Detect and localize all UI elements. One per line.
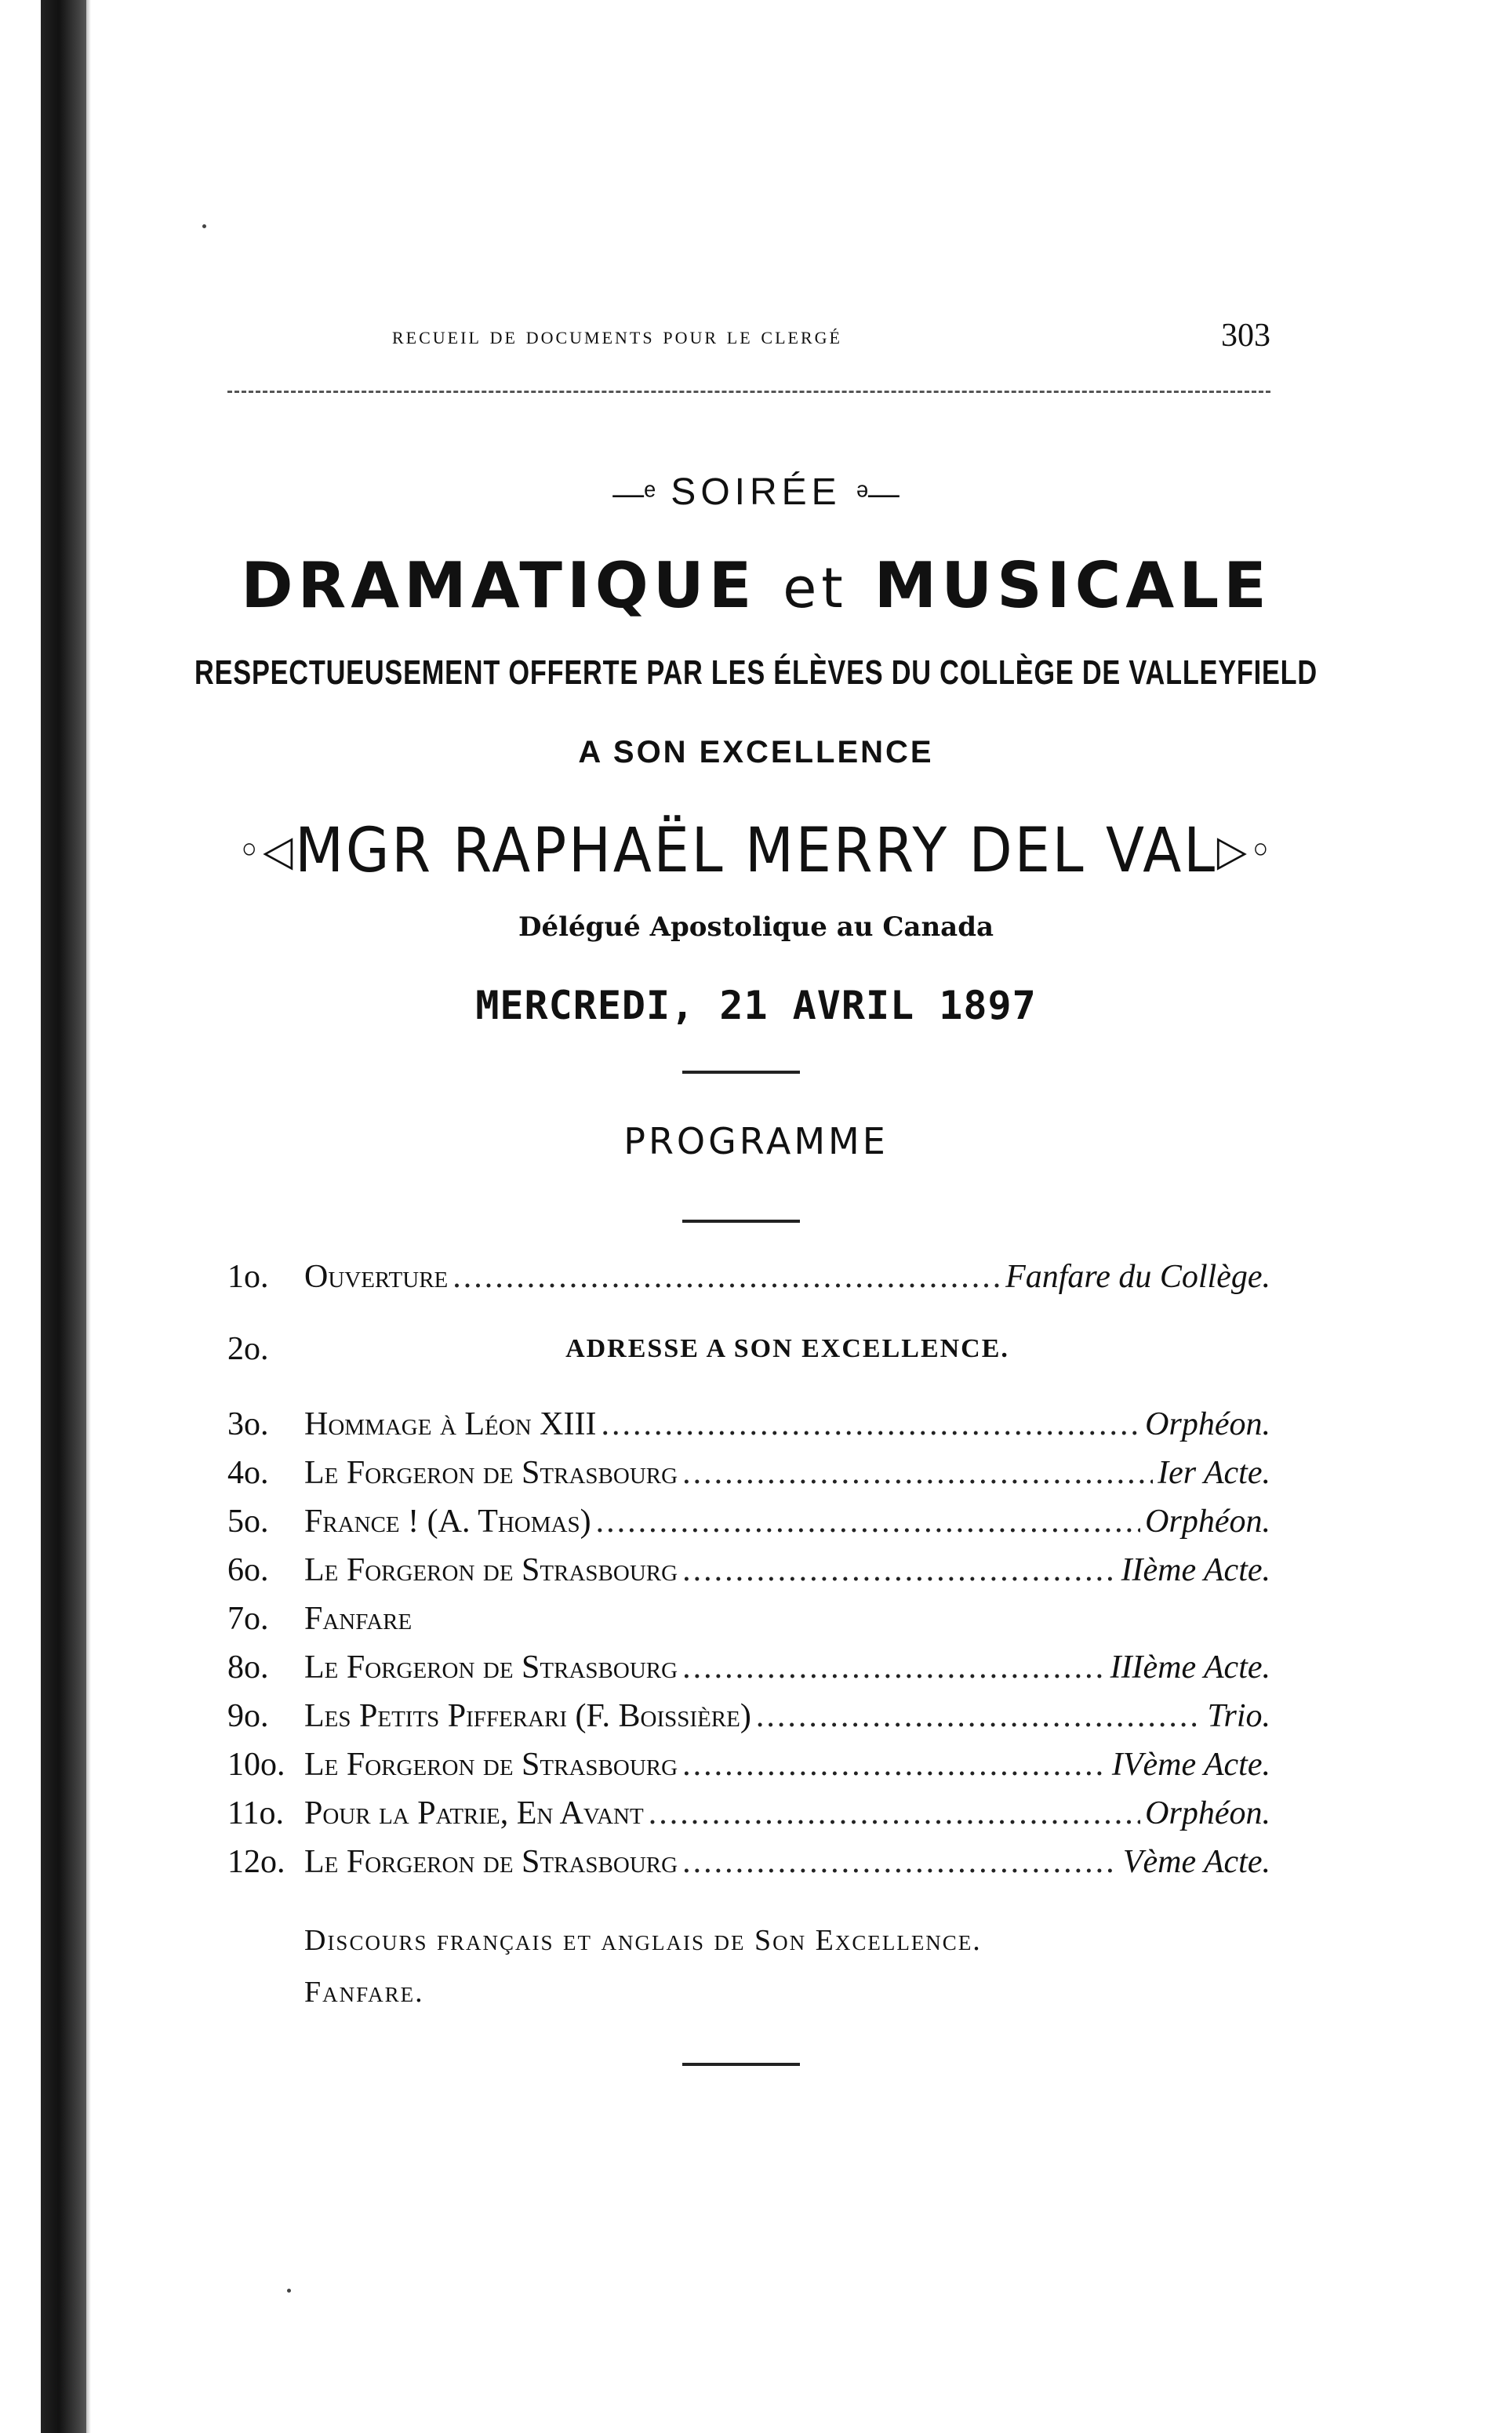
programme-item [227,1840,1270,1884]
leader-dots [596,1500,1141,1544]
item-performer: Orphéon. [1145,1504,1270,1540]
item-title: ADRESSE A SON EXCELLENCE. [565,1334,1009,1363]
offered-by-line: RESPECTUEUSEMENT OFFERTE PAR LES ÉLÈVES DU COLLÈGE DE VALLEYFIELD [194,653,1318,692]
ornament-left-icon: ◦◁ [238,826,296,875]
programme-item [227,1451,1270,1495]
soiree-heading [0,471,1512,514]
item-title: Pour la Patrie, En Avant [304,1795,644,1831]
item-performer: Orphéon. [1145,1406,1270,1442]
leader-dots [756,1694,1203,1738]
event-date: MERCREDI, 21 AVRIL 1897 [475,983,1037,1028]
item-title: France ! (A. Thomas) [304,1504,591,1540]
item-number: 8o. [227,1649,269,1686]
item-performer: IIème Acte. [1121,1552,1270,1588]
item-title: Le Forgeron de Strasbourg [304,1455,678,1491]
divider-rule [682,1220,800,1223]
item-title: Le Forgeron de Strasbourg [304,1844,678,1880]
divider-rule [682,1071,800,1074]
flourish-left-icon: —ᵉ [612,477,656,511]
item-performer: Orphéon. [1145,1795,1270,1831]
leader-dots [601,1402,1140,1446]
item-title: Ouverture [304,1259,449,1295]
end-rule [682,2063,800,2066]
leader-dots [682,1451,1153,1495]
programme-item [227,1646,1270,1689]
item-performer: Vème Acte. [1122,1844,1270,1880]
item-performer: Trio. [1207,1698,1270,1734]
honoree-line [60,816,1452,886]
item-title: Le Forgeron de Strasbourg [304,1552,678,1588]
main-title [0,549,1512,622]
running-title: recueil de documents pour le clergé [392,322,842,349]
item-number: 7o. [227,1601,269,1637]
programme-item [227,1791,1270,1835]
header-rule [227,391,1270,393]
running-header [227,318,1270,361]
programme-item [227,1500,1270,1544]
programme-item [227,1255,1270,1299]
programme-item [227,1694,1270,1738]
print-speck [287,2289,291,2293]
item-number: 3o. [227,1406,269,1442]
programme-heading: PROGRAMME [623,1120,889,1162]
item-number: 6o. [227,1552,269,1588]
programme-item [227,1327,1270,1371]
print-speck [202,224,206,228]
item-number: 9o. [227,1698,269,1734]
item-performer: Fanfare du Collège. [1005,1259,1270,1295]
programme-item [227,1402,1270,1446]
item-title: Fanfare [304,1601,413,1637]
title-dramatique: DRAMATIQUE [241,549,757,622]
item-title: Le Forgeron de Strasbourg [304,1747,678,1783]
item-number: 12o. [227,1844,285,1880]
to-excellence-line: A SON EXCELLENCE [578,735,934,769]
item-number: 2o. [227,1331,269,1367]
item-title: Les Petits Pifferari (F. Boissière) [304,1698,751,1734]
closing-speech: Discours français et anglais de Son Excellence. [304,1924,982,1957]
item-title: Hommage à Léon XIII [304,1406,597,1442]
item-number: 1o. [227,1259,269,1295]
leader-dots [682,1646,1106,1689]
programme-item [227,1548,1270,1592]
item-number: 10o. [227,1747,285,1783]
leader-dots [649,1791,1140,1835]
item-number: 11o. [227,1795,284,1831]
flourish-right-icon: ᵊ— [856,477,900,511]
item-performer: IIIème Acte. [1110,1649,1270,1686]
honoree-role: Délégué Apostolique au Canada [518,911,994,943]
leader-dots [682,1743,1107,1787]
item-number: 5o. [227,1504,269,1540]
closing-fanfare: Fanfare. [304,1976,424,2009]
item-performer: Ier Acte. [1158,1455,1270,1491]
leader-dots [453,1255,1001,1299]
leader-dots [682,1548,1117,1592]
soiree-label: SOIRÉE [671,471,841,513]
programme-item [227,1743,1270,1787]
leader-dots [682,1840,1118,1884]
book-binding-edge [41,0,86,2433]
item-title: Le Forgeron de Strasbourg [304,1649,678,1686]
title-musicale: MUSICALE [874,549,1271,622]
item-number: 4o. [227,1455,269,1491]
programme-item [227,1597,1270,1641]
ornament-right-icon: ▷◦ [1216,826,1274,875]
honoree-name: MGR RAPHAËL MERRY DEL VAL [295,816,1217,886]
page-number: 303 [1221,318,1270,354]
item-performer: IVème Acte. [1111,1747,1270,1783]
title-et: et [783,556,848,620]
